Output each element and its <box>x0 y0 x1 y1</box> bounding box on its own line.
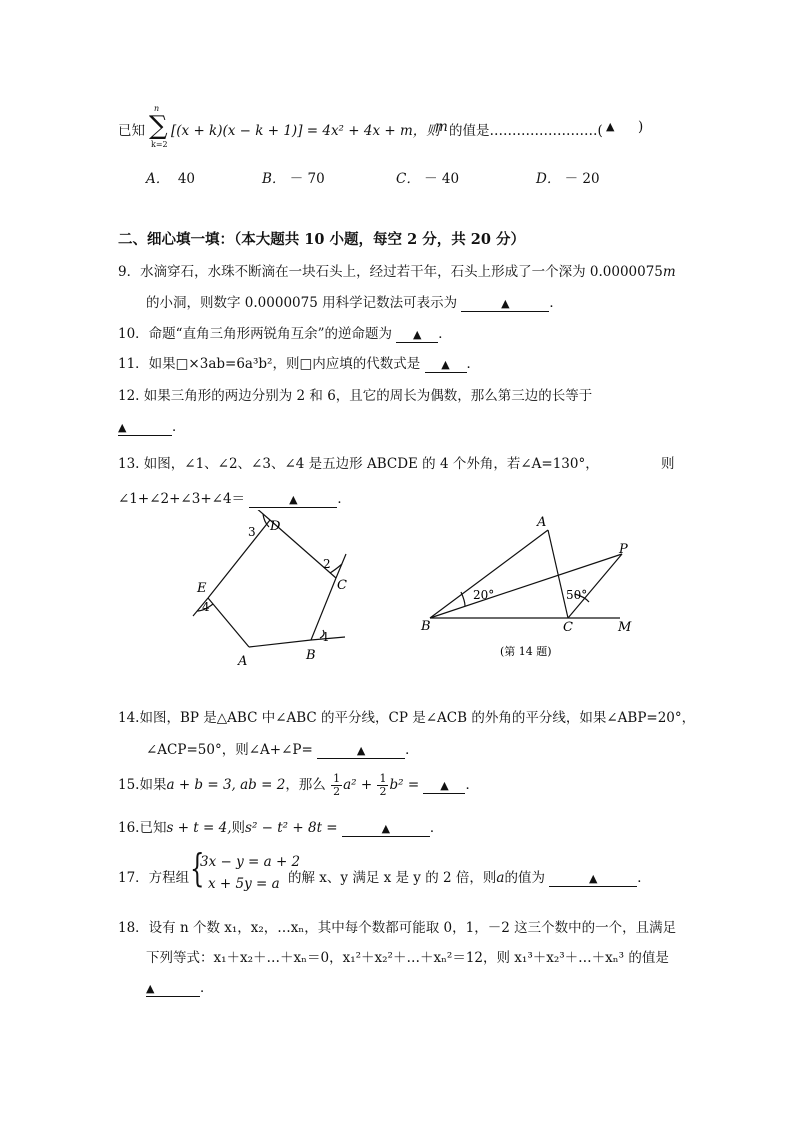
sum-top: n <box>154 104 160 113</box>
label-C: C <box>563 620 573 635</box>
q13-answer-blank[interactable]: ▲ <box>249 492 337 508</box>
q13-line2: ∠1+∠2+∠3+∠4＝ ▲ ． <box>118 491 351 507</box>
option-a[interactable]: A． 40 <box>146 171 196 187</box>
q11-answer-blank[interactable]: ▲ <box>425 357 467 373</box>
q8-paren-close: ) <box>638 119 644 135</box>
label-D: D <box>270 519 281 534</box>
q15-line: 15.如果a + b = 3, ab = 2，那么 $\frac{1}{2}$ a² + $\frac{1}{2}$ b² = ▲ ． <box>118 772 479 798</box>
fraction-half-2: $\frac{1}{2}$ <box>379 772 387 798</box>
fraction-half-1: $\frac{1}{2}$ <box>333 772 341 798</box>
q15-answer-blank[interactable]: ▲ <box>423 778 465 794</box>
q18-line3: ▲ ． <box>146 980 214 996</box>
q9-line1: 9．水滴穿石，水珠不断滴在一块石头上，经过若干年，石头上形成了一个深为 0.0000075m <box>118 264 676 280</box>
q16-answer-blank[interactable]: ▲ <box>342 821 430 837</box>
angle-label-3: 3 <box>248 525 256 539</box>
pentagon-side-ea <box>208 598 249 647</box>
segment-BA <box>430 530 548 618</box>
q12-answer-blank[interactable]: ▲ <box>118 420 172 436</box>
angle-20-label: 20° <box>473 588 495 602</box>
angle-50-label: 50° <box>566 588 588 602</box>
label-C: C <box>337 578 347 593</box>
q8-marker: ▲ <box>606 120 615 133</box>
label-A: A <box>537 515 547 530</box>
q10-answer-blank[interactable]: ▲ <box>396 327 438 343</box>
q9-answer-blank[interactable]: ▲ <box>461 296 549 312</box>
q8-m: m <box>435 119 448 135</box>
label-B: B <box>421 619 431 634</box>
q10-line: 10．命题“直角三角形两锐角互余”的逆命题为 ▲ ． <box>118 326 452 342</box>
pentagon-side-ab <box>249 640 311 647</box>
label-E: E <box>197 581 207 596</box>
system-brace: { <box>190 846 205 890</box>
q16-expression: s² − t² + 8t = <box>245 820 338 836</box>
option-c[interactable]: C． － 40 <box>396 171 460 187</box>
label-A: A <box>238 654 248 669</box>
q18-answer-blank[interactable]: ▲ <box>146 981 200 997</box>
figure-14-triangle <box>415 510 645 670</box>
angle-label-1: 1 <box>322 630 330 644</box>
q14-line1: 14.如图，BP 是△ABC 中∠ABC 的平分线，CP 是∠ACB 的外角的平分线，如果∠ABP=20°， <box>118 710 696 726</box>
q9-line2: 的小洞，则数字 0.0000075 用科学记数法可表示为 ▲ ． <box>146 295 563 311</box>
q17-equation-1: 3x − y = a + 2 <box>200 854 301 870</box>
q8-prefix: 已知 <box>118 123 145 139</box>
q17-answer-blank[interactable]: ▲ <box>549 871 637 887</box>
q15-condition: a + b = 3, ab = 2 <box>166 777 286 793</box>
q12-line2: ▲ ． <box>118 419 186 435</box>
extension-cd <box>255 510 270 520</box>
figure-13-pentagon <box>180 510 370 670</box>
q13-line1-tail: 则 <box>661 456 675 472</box>
q18-line2: 下列等式：x₁＋x₂＋…＋xₙ＝0，x₁²＋x₂²＋…＋xₙ²＝12，则 x₁³＋x₂³＋…＋xₙ³ 的值是 <box>146 950 669 966</box>
q16-line: 16.已知s + t = 4,则s² − t² + 8t = ▲ ． <box>118 820 444 836</box>
q14-line2: ∠ACP=50°，则∠A+∠P= ▲ ． <box>146 742 419 758</box>
section2-title: 二、细心填一填：（本大题共 10 小题，每空 2 分，共 20 分） <box>118 231 525 248</box>
extension-bc <box>336 554 346 578</box>
sum-bottom: k=2 <box>151 140 168 149</box>
q13-line1: 13. 如图，∠1、∠2、∠3、∠4 是五边形 ABCDE 的 4 个外角，若∠A=130°， <box>118 456 599 472</box>
option-b[interactable]: B． － 70 <box>262 171 325 187</box>
q8-expr: [(x + k)(x − k + 1)] = 4x² + 4x + m，则 <box>171 123 440 139</box>
q17-equation-2: x + 5y = a <box>208 876 280 892</box>
angle-label-2: 2 <box>323 557 331 571</box>
label-B: B <box>306 648 316 663</box>
q12-line1: 12. 如果三角形的两边分别为 2 和 6，且它的周长为偶数，那么第三边的长等于 <box>118 388 593 404</box>
pentagon-side-de <box>208 520 270 598</box>
option-d[interactable]: D． － 20 <box>536 171 600 187</box>
q9-unit: m <box>662 264 676 280</box>
q11-line: 11．如果□×3ab=6a³b²，则□内应填的代数式是 ▲ ． <box>118 356 480 372</box>
segment-AC <box>548 530 568 618</box>
label-M: M <box>618 620 632 635</box>
angle-label-4: 4 <box>202 600 210 614</box>
figure-14-caption: (第 14 题) <box>500 645 552 658</box>
q18-line1: 18．设有 n 个数 x₁，x₂，…xₙ，其中每个数都可能取 0，1，－2 这三个数中的一个，且满足 <box>118 920 677 936</box>
segment-BP <box>430 554 622 618</box>
q8-suffix: 的值是……………………( <box>449 123 603 139</box>
q16-condition: s + t = 4, <box>166 820 232 836</box>
q14-answer-blank[interactable]: ▲ <box>317 743 405 759</box>
label-P: P <box>619 542 628 557</box>
